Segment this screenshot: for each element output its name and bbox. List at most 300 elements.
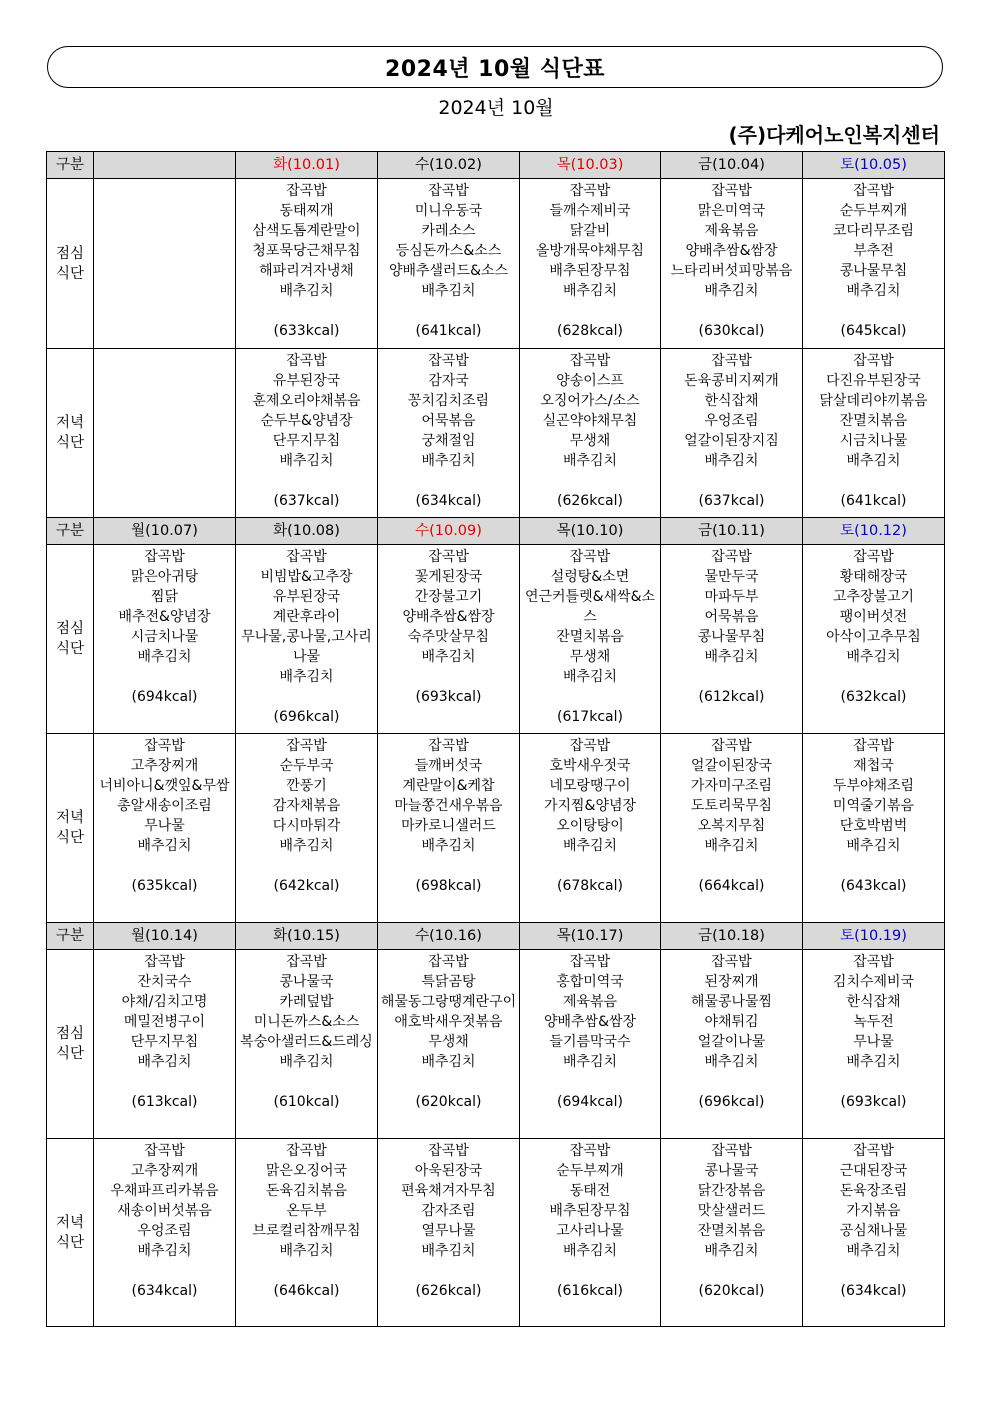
dinner-menu-cell: [94, 349, 236, 518]
menu-item: 가지찜&양념장: [543, 798, 637, 814]
day-header: [94, 152, 236, 179]
menu-item: 오이탕탕이: [556, 818, 624, 834]
menu-item: 고추장불고기: [832, 589, 915, 605]
gubun-label: 구분: [47, 923, 94, 950]
menu-item: 다시마튀각: [272, 818, 341, 834]
menu-item: 감자조림: [421, 1203, 476, 1219]
menu-item: 온두부: [286, 1203, 327, 1219]
menu-item: 고추장찌개: [130, 1163, 199, 1179]
menu-item: 미역줄기볶음: [832, 798, 915, 814]
menu-item: 유부된장국: [272, 373, 341, 389]
calorie-label: (637kcal): [273, 493, 340, 509]
header-row: [47, 518, 945, 545]
calorie-label: (634kcal): [840, 1283, 907, 1299]
menu-item: 두부야채조림: [832, 778, 915, 794]
menu-item: 잡곡밥: [428, 738, 469, 754]
menu-list: [520, 179, 660, 341]
menu-item: 얼갈이나물: [697, 1034, 766, 1050]
menu-item: 순두부국: [279, 758, 334, 774]
calorie-label: (645kcal): [840, 323, 907, 339]
menu-item: 양배추샐러드&소스: [388, 263, 509, 279]
menu-item: 잡곡밥: [853, 353, 894, 369]
lunch-menu-cell: [236, 950, 378, 1139]
menu-item: 배추김치: [846, 283, 901, 299]
menu-item: 잡곡밥: [569, 353, 611, 369]
menu-item: 잡곡밥: [569, 549, 611, 565]
menu-item: 돈육김치볶음: [265, 1183, 348, 1199]
menu-item: 콩나물무침: [697, 629, 766, 645]
menu-item: 우채파프리카볶음: [110, 1183, 219, 1199]
menu-list: [520, 950, 660, 1112]
lunch-menu-cell: [378, 179, 520, 349]
menu-item: 계란후라이: [272, 609, 341, 625]
lunch-menu-cell: [520, 179, 661, 349]
menu-item: 잡곡밥: [569, 1143, 611, 1159]
menu-item: 감자국: [428, 373, 469, 389]
menu-item: 배추김치: [279, 1054, 334, 1070]
dinner-label: [47, 734, 94, 923]
calorie-label: (696kcal): [273, 709, 340, 725]
menu-item: 잡곡밥: [144, 738, 185, 754]
dinner-menu-cell: [378, 734, 520, 923]
menu-item: 닭간장볶음: [697, 1183, 766, 1199]
menu-list: [661, 1139, 802, 1301]
lunch-menu-cell: [378, 950, 520, 1139]
menu-list: [94, 349, 235, 351]
menu-item: 콩나물국: [279, 974, 334, 990]
dinner-menu-cell: [803, 734, 945, 923]
menu-item: 호박새우젓국: [549, 758, 631, 774]
menu-item: 무생채: [569, 433, 611, 449]
calorie-label: (698kcal): [415, 878, 482, 894]
menu-list: [520, 349, 660, 511]
calorie-label: (635kcal): [131, 878, 198, 894]
menu-list: [803, 179, 944, 341]
calorie-label: (610kcal): [273, 1094, 340, 1110]
day-header: 토(10.12): [803, 518, 945, 545]
dinner-label-text: 식단: [55, 1234, 84, 1251]
menu-item: 들기름막국수: [549, 1034, 631, 1050]
day-header: 화(10.15): [236, 923, 378, 950]
dinner-menu-cell: [236, 349, 378, 518]
menu-item: 잡곡밥: [144, 954, 185, 970]
menu-item: 무나물: [853, 1034, 894, 1050]
lunch-menu-cell: [378, 545, 520, 734]
organization-name: (주)다케어노인복지센터: [728, 123, 940, 147]
calorie-label: (696kcal): [698, 1094, 765, 1110]
dinner-label: [47, 1139, 94, 1327]
menu-item: 배추된장무침: [549, 263, 631, 279]
calorie-label: (694kcal): [131, 689, 198, 705]
day-header: 금(10.18): [661, 923, 803, 950]
dinner-menu-cell: [378, 1139, 520, 1327]
menu-item: 배추김치: [562, 838, 618, 854]
dinner-menu-cell: [661, 349, 803, 518]
menu-item: 동태찌개: [279, 203, 334, 219]
menu-item: 열무나물: [421, 1223, 476, 1239]
lunch-label: [47, 950, 94, 1139]
menu-item: 잡곡밥: [711, 353, 752, 369]
menu-item: 배추김치: [846, 649, 901, 665]
menu-item: 총알새송이조림: [117, 798, 212, 814]
menu-item: 유부된장국: [272, 589, 341, 605]
menu-item: 잔멸치볶음: [556, 629, 624, 645]
menu-item: 공심채나물: [839, 1223, 908, 1239]
day-header: 목(10.10): [520, 518, 661, 545]
menu-item: 코다리무조림: [832, 223, 915, 239]
menu-item: 잡곡밥: [144, 1143, 185, 1159]
lunch-menu-cell: [520, 545, 661, 734]
menu-item: 얼갈이된장국: [690, 758, 773, 774]
menu-list: [661, 349, 802, 511]
menu-item: 잡곡밥: [428, 183, 469, 199]
dinner-row: [47, 1139, 945, 1327]
menu-item: 편육채겨자무침: [401, 1183, 496, 1199]
title-box: [47, 46, 943, 88]
menu-item: 양송이스프: [556, 373, 624, 389]
menu-item: 부추전: [853, 243, 894, 259]
menu-list: [94, 1139, 235, 1301]
menu-item: 무생채: [569, 649, 611, 665]
menu-item: 계란말이&케찹: [402, 778, 495, 794]
calorie-label: (626kcal): [415, 1283, 482, 1299]
menu-item: 잡곡밥: [711, 1143, 752, 1159]
menu-item: 잡곡밥: [853, 738, 894, 754]
menu-item: 배추김치: [421, 1243, 476, 1259]
lunch-menu-cell: [661, 545, 803, 734]
menu-list: [520, 734, 660, 896]
menu-list: [378, 734, 519, 896]
menu-item: 제육볶음: [704, 223, 759, 239]
lunch-label-text: 식단: [55, 1046, 84, 1062]
menu-item: 배추김치: [846, 1243, 901, 1259]
day-header: 화(10.01): [236, 152, 378, 179]
menu-item: 양배추쌈&쌈장: [543, 1014, 637, 1030]
menu-list: [520, 1139, 660, 1301]
menu-item: 잡곡밥: [853, 1143, 894, 1159]
menu-item: 맑은아귀탕: [130, 569, 199, 585]
calorie-label: (641kcal): [840, 493, 907, 509]
lunch-menu-cell: [94, 950, 236, 1139]
menu-item: 어묵볶음: [421, 413, 476, 429]
menu-item: 맛살샐러드: [697, 1203, 766, 1219]
menu-item: 잡곡밥: [853, 549, 894, 565]
menu-item: 잡곡밥: [286, 1143, 327, 1159]
day-header: 토(10.05): [803, 152, 945, 179]
calorie-label: (626kcal): [557, 493, 623, 509]
menu-item: 배추김치: [846, 453, 901, 469]
menu-item: 배추김치: [704, 283, 759, 299]
dinner-label-text: 저녁: [55, 415, 84, 431]
menu-item: 너비아니&깻잎&무쌈: [99, 778, 230, 794]
menu-item: 꽃게된장국: [414, 569, 483, 585]
menu-item: 잡곡밥: [286, 353, 327, 369]
menu-item: 얼갈이된장지짐: [684, 433, 779, 449]
calorie-label: (617kcal): [557, 709, 623, 725]
menu-item: 순두부&양념장: [260, 413, 353, 429]
menu-list: [378, 545, 519, 707]
menu-item: 무생채: [428, 1034, 469, 1050]
dinner-row: [47, 734, 945, 923]
menu-item: 배추김치: [421, 453, 476, 469]
menu-item: 배추김치: [562, 669, 618, 685]
menu-list: [236, 734, 377, 896]
menu-item: 배추김치: [562, 1054, 618, 1070]
day-header: 목(10.17): [520, 923, 661, 950]
menu-list: [661, 545, 802, 707]
header-row: [47, 152, 945, 179]
menu-item: 맑은미역국: [697, 203, 766, 219]
menu-item: 연근커틀렛&새싹&소스: [524, 589, 656, 625]
menu-item: 마파두부: [704, 589, 759, 605]
menu-item: 네모랑땡구이: [549, 778, 631, 794]
calorie-label: (634kcal): [131, 1283, 198, 1299]
menu-item: 잡곡밥: [286, 549, 327, 565]
day-header: 목(10.03): [520, 152, 661, 179]
menu-item: 콩나물국: [704, 1163, 759, 1179]
menu-item: 녹두전: [853, 1014, 894, 1030]
menu-item: 콩나물무침: [839, 263, 908, 279]
calorie-label: (643kcal): [840, 878, 907, 894]
menu-item: 삼색도톰계란말이: [252, 223, 361, 239]
menu-item: 잡곡밥: [144, 549, 185, 565]
menu-item: 배추김치: [279, 283, 334, 299]
menu-item: 배추김치: [421, 283, 476, 299]
menu-item: 애호박새우젓볶음: [394, 1014, 503, 1030]
menu-list: [94, 179, 235, 181]
dinner-menu-cell: [378, 349, 520, 518]
lunch-menu-cell: [661, 950, 803, 1139]
menu-list: [661, 734, 802, 896]
menu-list: [803, 734, 944, 896]
menu-item: 돈육콩비지찌개: [684, 373, 779, 389]
menu-item: 배추김치: [279, 453, 334, 469]
menu-item: 배추김치: [279, 1243, 334, 1259]
menu-item: 배추전&양념장: [118, 609, 211, 625]
menu-item: 오복지무침: [697, 818, 766, 834]
menu-item: 숙주맛살무침: [407, 629, 490, 645]
menu-item: 재첩국: [853, 758, 894, 774]
menu-item: 단무지무침: [272, 433, 341, 449]
day-header: 수(10.16): [378, 923, 520, 950]
calorie-label: (616kcal): [557, 1283, 623, 1299]
menu-table: [46, 151, 945, 1327]
day-header: 수(10.09): [378, 518, 520, 545]
lunch-label-text: 식단: [55, 641, 84, 657]
menu-item: 시금치나물: [839, 433, 908, 449]
menu-item: 배추김치: [846, 1054, 901, 1070]
calorie-label: (664kcal): [698, 878, 765, 894]
calorie-label: (641kcal): [415, 323, 482, 339]
dinner-menu-cell: [236, 734, 378, 923]
menu-list: [520, 545, 660, 727]
lunch-menu-cell: [803, 545, 945, 734]
lunch-menu-cell: [94, 179, 236, 349]
menu-item: 간장불고기: [414, 589, 483, 605]
lunch-row: [47, 545, 945, 734]
menu-list: [378, 179, 519, 341]
dinner-row: [47, 349, 945, 518]
menu-item: 한식잡채: [704, 393, 759, 409]
gubun-label: 구분: [47, 152, 94, 179]
menu-item: 해물콩나물찜: [690, 994, 773, 1010]
menu-item: 가자미구조림: [690, 778, 773, 794]
menu-item: 김치수제비국: [832, 974, 915, 990]
menu-item: 잡곡밥: [428, 954, 469, 970]
menu-item: 미니돈까스&소스: [253, 1014, 360, 1030]
lunch-menu-cell: [803, 950, 945, 1139]
menu-item: 무나물,콩나물,고사리나물: [241, 629, 372, 665]
menu-item: 메밀전병구이: [123, 1014, 206, 1030]
menu-list: [803, 950, 944, 1112]
menu-list: [236, 1139, 377, 1301]
menu-item: 배추김치: [421, 649, 476, 665]
menu-item: 한식잡채: [846, 994, 901, 1010]
menu-list: [661, 950, 802, 1112]
dinner-label-text: 저녁: [55, 1214, 84, 1231]
menu-item: 카레소스: [421, 223, 476, 239]
lunch-menu-cell: [520, 950, 661, 1139]
menu-item: 들깨수제비국: [549, 203, 631, 219]
menu-item: 단호박범벅: [839, 818, 908, 834]
menu-item: 배추김치: [137, 838, 192, 854]
menu-item: 우엉조림: [137, 1223, 192, 1239]
menu-item: 잡곡밥: [428, 353, 469, 369]
menu-item: 잡곡밥: [286, 954, 327, 970]
menu-item: 마늘쫑건새우볶음: [394, 798, 503, 814]
menu-item: 잡곡밥: [569, 954, 611, 970]
menu-list: [236, 950, 377, 1112]
dinner-label-text: 저녁: [55, 810, 84, 826]
menu-item: 깐풍기: [286, 778, 327, 794]
menu-item: 야채튀김: [704, 1014, 759, 1030]
menu-item: 단무지무침: [130, 1034, 199, 1050]
menu-item: 새송이버섯볶음: [117, 1203, 212, 1219]
menu-list: [378, 1139, 519, 1301]
menu-item: 동태전: [569, 1183, 611, 1199]
dinner-menu-cell: [94, 1139, 236, 1327]
menu-item: 잡곡밥: [286, 183, 327, 199]
menu-item: 배추김치: [704, 649, 759, 665]
menu-item: 미니우동국: [414, 203, 483, 219]
menu-item: 아욱된장국: [414, 1163, 483, 1179]
lunch-label-text: 식단: [55, 265, 84, 282]
menu-item: 오징어가스/소스: [540, 393, 640, 409]
menu-list: [803, 1139, 944, 1301]
day-header: 토(10.19): [803, 923, 945, 950]
menu-item: 맑은오징어국: [265, 1163, 348, 1179]
menu-item: 양배추쌈&쌈장: [402, 609, 495, 625]
menu-item: 잡곡밥: [428, 1143, 469, 1159]
lunch-label: [47, 545, 94, 734]
dinner-menu-cell: [94, 734, 236, 923]
menu-list: [94, 950, 235, 1112]
dinner-menu-cell: [661, 1139, 803, 1327]
calorie-label: (628kcal): [557, 323, 623, 339]
menu-list: [236, 179, 377, 341]
dinner-menu-cell: [803, 1139, 945, 1327]
menu-item: 해파리겨자냉채: [259, 263, 354, 279]
day-header: 수(10.02): [378, 152, 520, 179]
menu-item: 다진유부된장국: [826, 373, 921, 389]
day-header: 금(10.11): [661, 518, 803, 545]
menu-item: 잡곡밥: [569, 183, 611, 199]
menu-item: 설렁탕&소면: [550, 569, 630, 585]
lunch-label-text: 점심: [55, 1026, 84, 1042]
menu-item: 해물동그랑땡계란구이: [380, 994, 517, 1010]
menu-item: 어묵볶음: [704, 609, 759, 625]
menu-item: 잔멸치볶음: [697, 1223, 766, 1239]
menu-item: 복숭아샐러드&드레싱: [240, 1034, 373, 1050]
menu-item: 잡곡밥: [428, 549, 469, 565]
dinner-label-text: 식단: [55, 830, 84, 846]
menu-list: [661, 179, 802, 341]
menu-item: 고사리나물: [556, 1223, 624, 1239]
menu-item: 잡곡밥: [711, 183, 752, 199]
menu-item: 배추김치: [704, 838, 759, 854]
menu-item: 실곤약야채무침: [542, 413, 638, 429]
menu-item: 야채/김치고명: [121, 994, 208, 1010]
menu-item: 잔멸치볶음: [839, 413, 908, 429]
menu-item: 배추김치: [421, 838, 476, 854]
lunch-menu-cell: [94, 545, 236, 734]
calorie-label: (630kcal): [698, 323, 765, 339]
menu-list: [378, 950, 519, 1112]
calorie-label: (642kcal): [273, 878, 340, 894]
menu-item: 배추김치: [704, 1054, 759, 1070]
menu-item: 닭살데리야끼볶음: [819, 393, 928, 409]
calorie-label: (633kcal): [273, 323, 340, 339]
menu-list: [236, 349, 377, 511]
menu-item: 궁채절임: [421, 433, 476, 449]
menu-item: 잡곡밥: [853, 183, 894, 199]
calorie-label: (693kcal): [415, 689, 482, 705]
menu-item: 배추김치: [137, 1054, 192, 1070]
menu-item: 잡곡밥: [286, 738, 327, 754]
calorie-label: (612kcal): [698, 689, 765, 705]
dinner-menu-cell: [803, 349, 945, 518]
menu-item: 배추된장무침: [549, 1203, 631, 1219]
menu-item: 닭갈비: [569, 223, 611, 239]
menu-item: 고추장찌개: [130, 758, 199, 774]
menu-item: 도토리묵무침: [690, 798, 773, 814]
menu-list: [94, 545, 235, 707]
menu-list: [94, 734, 235, 896]
menu-list: [378, 349, 519, 511]
menu-item: 배추김치: [562, 1243, 618, 1259]
menu-item: 배추김치: [562, 283, 618, 299]
calorie-label: (620kcal): [698, 1283, 765, 1299]
day-header: 월(10.07): [94, 518, 236, 545]
menu-item: 잡곡밥: [711, 954, 752, 970]
menu-item: 잔치국수: [137, 974, 192, 990]
menu-list: [236, 545, 377, 727]
menu-list: [803, 545, 944, 707]
menu-item: 배추김치: [421, 1054, 476, 1070]
menu-item: 순두부찌개: [556, 1163, 624, 1179]
lunch-label: [47, 179, 94, 349]
lunch-row: [47, 179, 945, 349]
menu-item: 가지볶음: [846, 1203, 901, 1219]
calorie-label: (620kcal): [415, 1094, 482, 1110]
menu-item: 홍합미역국: [556, 974, 624, 990]
menu-item: 배추김치: [279, 838, 334, 854]
menu-item: 올방개묵야채무침: [535, 243, 645, 259]
menu-item: 특닭곰탕: [421, 974, 476, 990]
calorie-label: (678kcal): [557, 878, 623, 894]
calorie-label: (693kcal): [840, 1094, 907, 1110]
lunch-menu-cell: [661, 179, 803, 349]
